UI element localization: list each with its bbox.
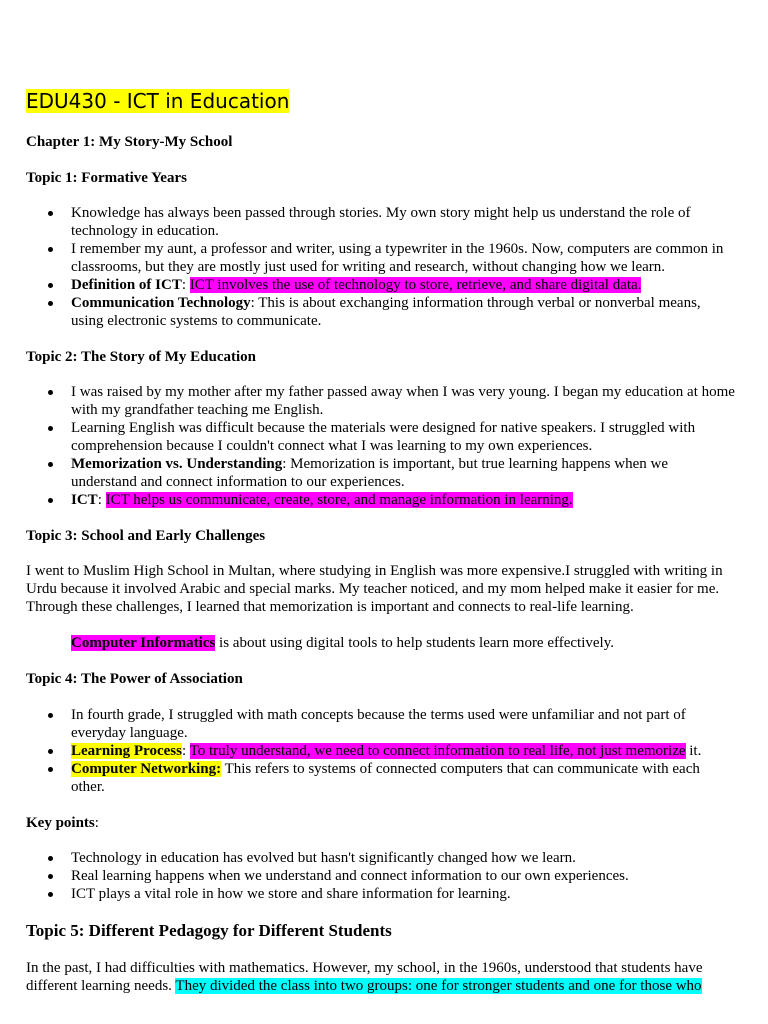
- topic2-heading: Topic 2: The Story of My Education: [26, 349, 257, 365]
- term-label: ICT: [71, 492, 98, 508]
- highlighted-text: ICT helps us communicate, create, store, and manage information in learning.: [105, 492, 573, 508]
- list-item: [26, 885, 736, 903]
- list-item-text: : This is about exchanging information through verbal or nonverbal means, using electronic systems to communicate.: [71, 295, 701, 329]
- term-label: Learning Process: [71, 743, 182, 759]
- list-item: [26, 491, 736, 509]
- list-item: [26, 276, 736, 294]
- list-item: [26, 383, 736, 419]
- term-label: Computer Informatics: [71, 635, 216, 651]
- list-item-text: I remember my aunt, a professor and writer, using a typewriter in the 1960s. Now, computers are common in classrooms, but they are mostly just used for writing and research, without changing how we learn.: [71, 241, 724, 275]
- list-item-text: In fourth grade, I struggled with math concepts because the terms used were unfamiliar and not part of everyday language.: [71, 707, 686, 741]
- list-item-text: Knowledge has always been passed through stories. My own story might help us understand the role of technology in education.: [71, 205, 691, 239]
- topic5-heading: Topic 5: Different Pedagogy for Different Students: [26, 921, 392, 940]
- document-title: [26, 88, 289, 114]
- term-label: Memorization vs. Understanding: [71, 456, 283, 472]
- keypoints-label: Key points: [26, 815, 95, 831]
- list-item: [26, 294, 736, 330]
- chapter-heading: Chapter 1: My Story-My School: [26, 134, 233, 150]
- list-item: [26, 742, 736, 760]
- title-highlight: EDU430 - ICT in Education: [26, 89, 290, 113]
- list-item-text: I was raised by my mother after my father passed away when I was very young. I began my education at home with my grandfather teaching me English.: [71, 384, 735, 418]
- list-item: [26, 419, 736, 455]
- list-item: [26, 455, 736, 491]
- note-text: is about using digital tools to help students learn more effectively.: [215, 635, 614, 651]
- list-item-text: This refers to systems of connected computers that can communicate with each other.: [71, 761, 700, 795]
- list-item-text: Learning English was difficult because the materials were designed for native speakers. I struggled with comprehension because I couldn't connect what I was learning to my own experiences.: [71, 420, 696, 454]
- topic3-heading: Topic 3: School and Early Challenges: [26, 528, 266, 544]
- highlighted-text: They divided the class into two groups: one for stronger students and one for those who: [175, 978, 702, 994]
- term-label: Computer Networking:: [71, 761, 222, 777]
- list-item: [26, 204, 736, 240]
- list-item: [26, 240, 736, 276]
- list-item: [26, 760, 736, 796]
- separator: :: [181, 277, 190, 293]
- topic3-paragraph: I went to Muslim High School in Multan, where studying in English was more expensive.I struggled with writing in Urdu because it involved Arabic and special marks. My teacher noticed, and my mom helped make it easier for me. Through these challenges, I learned that memorization is important and connects to real-life learning.: [26, 563, 723, 615]
- paragraph-text: In the past, I had difficulties with mathematics. However, my school, in the 1960s, understood that students have different learning needs.: [26, 960, 703, 994]
- topic4-heading: Topic 4: The Power of Association: [26, 671, 243, 687]
- topic5-paragraph: [26, 959, 736, 995]
- topic2-list: [26, 383, 736, 509]
- list-item: [26, 867, 736, 885]
- separator: :: [97, 492, 106, 508]
- keypoints-heading: [26, 814, 99, 832]
- separator: :: [94, 815, 99, 831]
- topic1-list: [26, 204, 736, 330]
- separator: :: [181, 743, 190, 759]
- list-item-text: : Memorization is important, but true learning happens when we understand and connect information to our experiences.: [71, 456, 668, 490]
- term-label: Communication Technology: [71, 295, 251, 311]
- list-item-text: it.: [685, 743, 702, 759]
- topic1-heading: Topic 1: Formative Years: [26, 170, 187, 186]
- highlighted-text: To truly understand, we need to connect information to real life, not just memorize: [189, 743, 686, 759]
- list-item: [26, 706, 736, 742]
- list-item: [26, 849, 736, 867]
- list-item-text: Real learning happens when we understand and connect information to our own experiences.: [71, 868, 629, 884]
- list-item-text: Technology in education has evolved but hasn't significantly changed how we learn.: [71, 850, 576, 866]
- topic4-list: [26, 706, 736, 796]
- computer-informatics-note: [71, 634, 741, 652]
- keypoints-list: [26, 849, 736, 903]
- list-item-text: ICT plays a vital role in how we store and share information for learning.: [71, 886, 511, 902]
- term-label: Definition of ICT: [71, 277, 182, 293]
- highlighted-text: ICT involves the use of technology to store, retrieve, and share digital data.: [189, 277, 642, 293]
